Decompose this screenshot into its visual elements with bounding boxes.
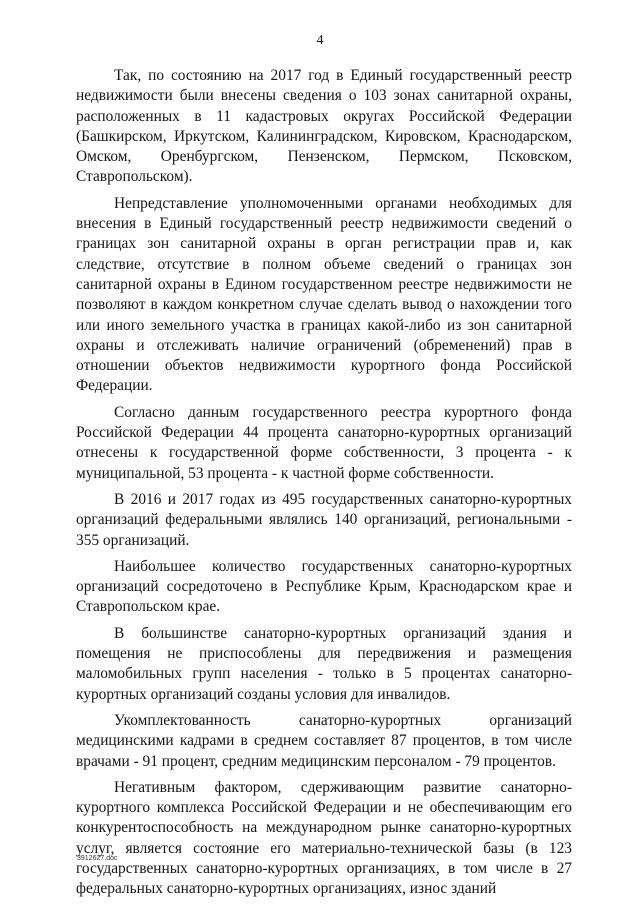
paragraph-ownership-shares: Согласно данным государственного реестра курортного фонда Российской Федерации 44 процента санаторно-курортных организаций отнесены к государственной форме собственности, 3 процента - к муниципальной, 53 процента - к частной форме собственности.	[76, 403, 572, 482]
document-body	[76, 66, 572, 906]
file-code: 3912627.doc	[77, 855, 118, 862]
page-number: 4	[316, 33, 324, 48]
paragraph-federal-regional: В 2016 и 2017 годах из 495 государственных санаторно-курортных организаций федеральными являлись 140 организаций, региональными - 355 организаций.	[76, 490, 572, 549]
paragraph-infrastructure: Негативным фактором, сдерживающим развитие санаторно-курортного комплекса Российской Федерации и не обеспечивающим его конкурентоспособность на международном рынке санаторно-курортных услуг, является состояние его материально-технической базы (в 123 государственных санаторно-курортных организациях, в том числе в 27 федеральных санаторно-курортных организациях, износ зданий	[76, 778, 572, 898]
paragraph-missing-info: Непредставление уполномоченными органами необходимых для внесения в Единый государственный реестр недвижимости сведений о границах зон санитарной охраны в орган регистрации прав и, как следствие, отсутствие в полном объеме сведений о границах зон санитарной охраны в Едином государственном реестре недвижимости не позволяют в каждом конкретном случае сделать вывод о нахождении того или иного земельного участка в границах какой-либо из зон санитарной охраны и отслеживать наличие ограничений (обременений) прав в отношении объектов недвижимости курортного фонда Российской Федерации.	[76, 194, 572, 395]
paragraph-regions: Наибольшее количество государственных санаторно-курортных организаций сосредоточено в Республике Крым, Краснодарском крае и Ставропольском крае.	[76, 557, 572, 616]
paragraph-zones-registry: Так, по состоянию на 2017 год в Единый государственный реестр недвижимости были внесены сведения о 103 зонах санитарной охраны, расположенных в 11 кадастровых округах Российской Федерации (Башкирском, Иркутском, Калининградском, Кировском, Краснодарском, Омском, Оренбургском, Пензенском, Пермском, Псковском, Ставропольском).	[76, 67, 572, 186]
paragraph-accessibility: В большинстве санаторно-курортных организаций здания и помещения не приспособлены для передвижения и размещения маломобильных групп населения - только в 5 процентах санаторно-курортных организаций созданы условия для инвалидов.	[76, 624, 572, 703]
paragraph-staffing: Укомплектованность санаторно-курортных организаций медицинскими кадрами в среднем составляет 87 процентов, в том числе врачами - 91 процент, средним медицинским персоналом - 79 процентов.	[76, 711, 572, 770]
